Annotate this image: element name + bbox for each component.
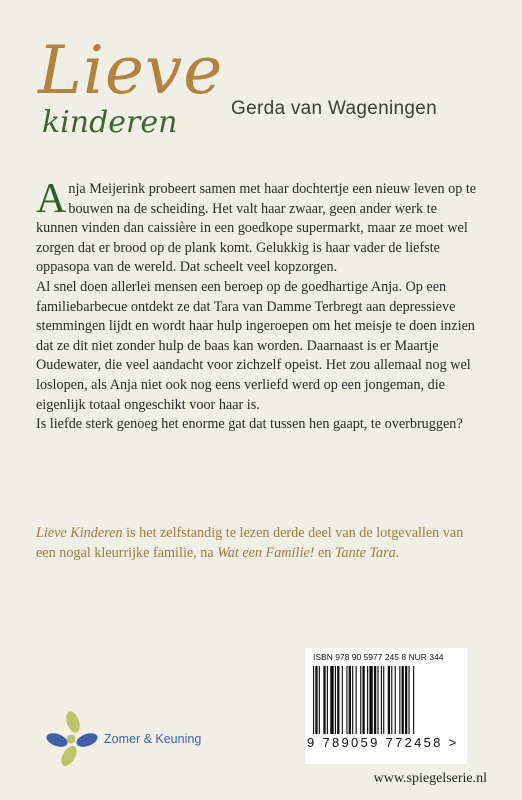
blurb-paragraph-3: Is liefde sterk genoeg het enorme gat dat tussen hen gaapt, te overbruggen? [36, 416, 463, 433]
barcode-bar [346, 666, 347, 734]
barcode-bar [349, 666, 351, 734]
series-text-1: is het zelfstandig te lezen derde deel van de lotgevallen van een nogal kleurrijke familie, na [36, 525, 464, 561]
barcode-bar [388, 666, 390, 734]
barcode-digits: 9 789059 772458 > [307, 735, 459, 750]
barcode-bar [337, 666, 339, 734]
isbn-nur-line: ISBN 978 90 5977 245 8 NUR 344 [313, 652, 444, 662]
back-cover-blurb [36, 176, 482, 435]
barcode-bar [352, 666, 353, 734]
series-title-3: Tante Tara. [334, 544, 400, 561]
barcode-bars [313, 666, 459, 734]
barcode-bar [399, 666, 400, 734]
barcode-bar [374, 666, 376, 734]
book-title-sub: kinderen [42, 105, 178, 140]
barcode-bar [313, 666, 314, 734]
barcode-bar [342, 666, 343, 734]
barcode-bar [362, 666, 364, 734]
barcode-bar [356, 666, 357, 734]
barcode-bar [408, 666, 409, 734]
barcode-bar [405, 666, 407, 734]
barcode-bar [367, 666, 368, 734]
series-note [36, 524, 482, 563]
barcode-bar [402, 666, 404, 734]
barcode-bar [391, 666, 392, 734]
series-text-2: en [314, 544, 335, 561]
blurb-text-1: nja Meijerink probeert samen met haar dochtertje een nieuw leven op te bouwen na de scheiding. Het valt haar zwaar, geen ander werk te kunnen vinden dan caissière in een goedkope supermarkt, maar ze moet wel zorgen dat er brood op de plank komt. Gelukkig is haar vader de liefste oppasopa van de wereld. Dat scheelt veel kopzorgen. [36, 181, 477, 276]
blurb-paragraph-1 [36, 176, 482, 278]
series-title-2: Wat een Familie! [217, 544, 315, 561]
flower-logo-icon [43, 710, 99, 766]
barcode-panel [305, 648, 467, 764]
barcode-bar [377, 666, 378, 734]
blurb-paragraph-2: Al snel doen allerlei mensen een beroep op de goedhartige Anja. Op een familiebarbecue ontdekt ze dat Tara van Damme Terbregt aan depressieve stemmingen lijdt en wordt haar hulp ingeroepen om het meisje te doen inzien dat ze dit niet zonder hulp de baas kan worden. Daarnaast is er Maartje Oudewater, die veel aandacht voor zichzelf opeist. Het zou allemaal nog wel loslopen, als Anja niet ook nog eens verliefd werd op een jongeman, die eigenlijk totaal ongeschikt voor haar is. [36, 278, 475, 413]
barcode-bar [330, 666, 333, 734]
drop-cap: A [36, 176, 67, 222]
website-url: www.spiegelserie.nl [373, 771, 487, 786]
author-name: Gerda van Wageningen [231, 98, 437, 119]
barcode-bar [319, 666, 320, 734]
book-title-main: Lieve [38, 32, 224, 109]
barcode-bar [369, 666, 372, 734]
barcode-bar [381, 666, 382, 734]
barcode-bar [327, 666, 328, 734]
barcode-bar [323, 666, 325, 734]
barcode-bar [413, 666, 414, 734]
barcode-bar [383, 666, 384, 734]
barcode-bar [335, 666, 336, 734]
publisher-name: Zomer & Keuning [104, 732, 202, 746]
barcode-bar [315, 666, 317, 734]
series-title-1: Lieve Kinderen [36, 525, 123, 541]
barcode-bar [395, 666, 396, 734]
barcode-bar [360, 666, 361, 734]
